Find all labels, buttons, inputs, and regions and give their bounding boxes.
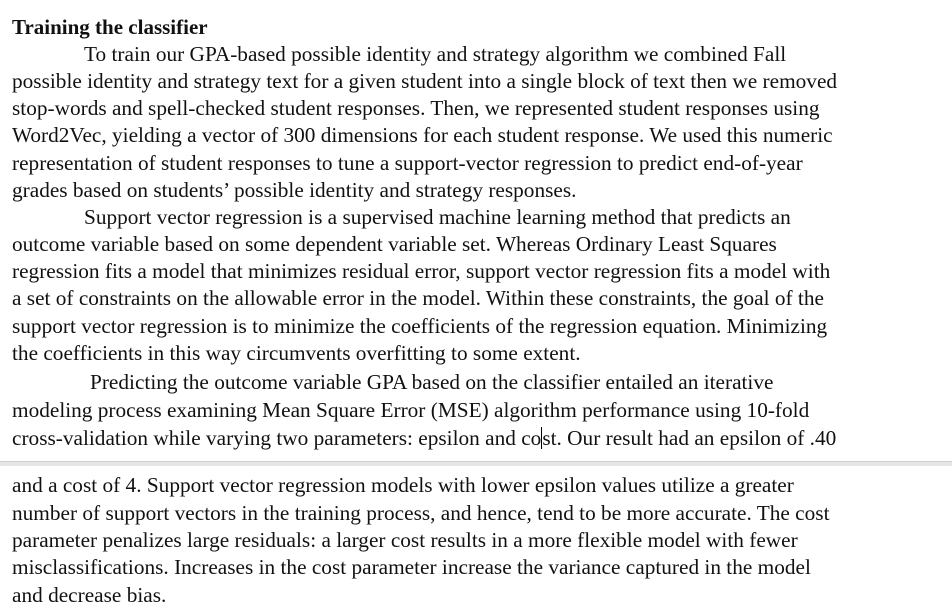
page-lower-section[interactable] bbox=[0, 466, 952, 608]
paragraph2-line1: Support vector regression is a supervised machine learning method that predicts an bbox=[84, 205, 791, 229]
paragraph1-line4: Word2Vec, yielding a vector of 300 dimensions for each student response. We used this numeric bbox=[12, 123, 833, 147]
paragraph3-line7: misclassifications. Increases in the cost parameter increase the variance captured in the model bbox=[12, 555, 811, 579]
paragraph1-line6: grades based on students’ possible identity and strategy responses. bbox=[12, 178, 577, 202]
paragraph2-line3: regression fits a model that minimizes residual error, support vector regression fits a model with bbox=[12, 259, 831, 283]
paragraph2-line6: the coefficients in this way circumvents overfitting to some extent. bbox=[12, 341, 581, 365]
paragraph1-line3: stop-words and spell-checked student responses. Then, we represented student responses using bbox=[12, 96, 820, 120]
paragraph3-line1: Predicting the outcome variable GPA based on the classifier entailed an iterative bbox=[90, 370, 774, 394]
paragraph1-line2: possible identity and strategy text for a given student into a single block of text then we removed bbox=[12, 69, 838, 93]
paragraph2-line2: outcome variable based on some dependent variable set. Whereas Ordinary Least Squares bbox=[12, 232, 777, 256]
paragraph3-line8: and decrease bias. bbox=[12, 583, 167, 607]
paragraph3-line3 bbox=[12, 425, 836, 452]
paragraph2-line4: a set of constraints on the allowable error in the model. Within these constraints, the goal of the bbox=[12, 286, 824, 310]
paragraph1-line1: To train our GPA-based possible identity and strategy algorithm we combined Fall bbox=[84, 42, 787, 66]
paragraph1-line5: representation of student responses to tune a support-vector regression to predict end-of-year bbox=[12, 151, 803, 175]
paragraph3-line4: and a cost of 4. Support vector regression models with lower epsilon values utilize a greater bbox=[12, 473, 794, 497]
paragraph3-line5: number of support vectors in the training process, and hence, tend to be more accurate. The cost bbox=[12, 501, 830, 525]
section-heading: Training the classifier bbox=[12, 15, 208, 39]
line-text-before-cursor: cross-validation while varying two parameters: epsilon and co bbox=[12, 426, 542, 450]
paragraph2-line5: support vector regression is to minimize the coefficients of the regression equation. Minimizing bbox=[12, 314, 828, 338]
paragraph3-line2: modeling process examining Mean Square Error (MSE) algorithm performance using 10-fold bbox=[12, 398, 810, 422]
paragraph3-line6: parameter penalizes large residuals: a larger cost results in a more flexible model with fewer bbox=[12, 528, 798, 552]
line-text-after-cursor: st. Our result had an epsilon of .40 bbox=[542, 426, 837, 450]
